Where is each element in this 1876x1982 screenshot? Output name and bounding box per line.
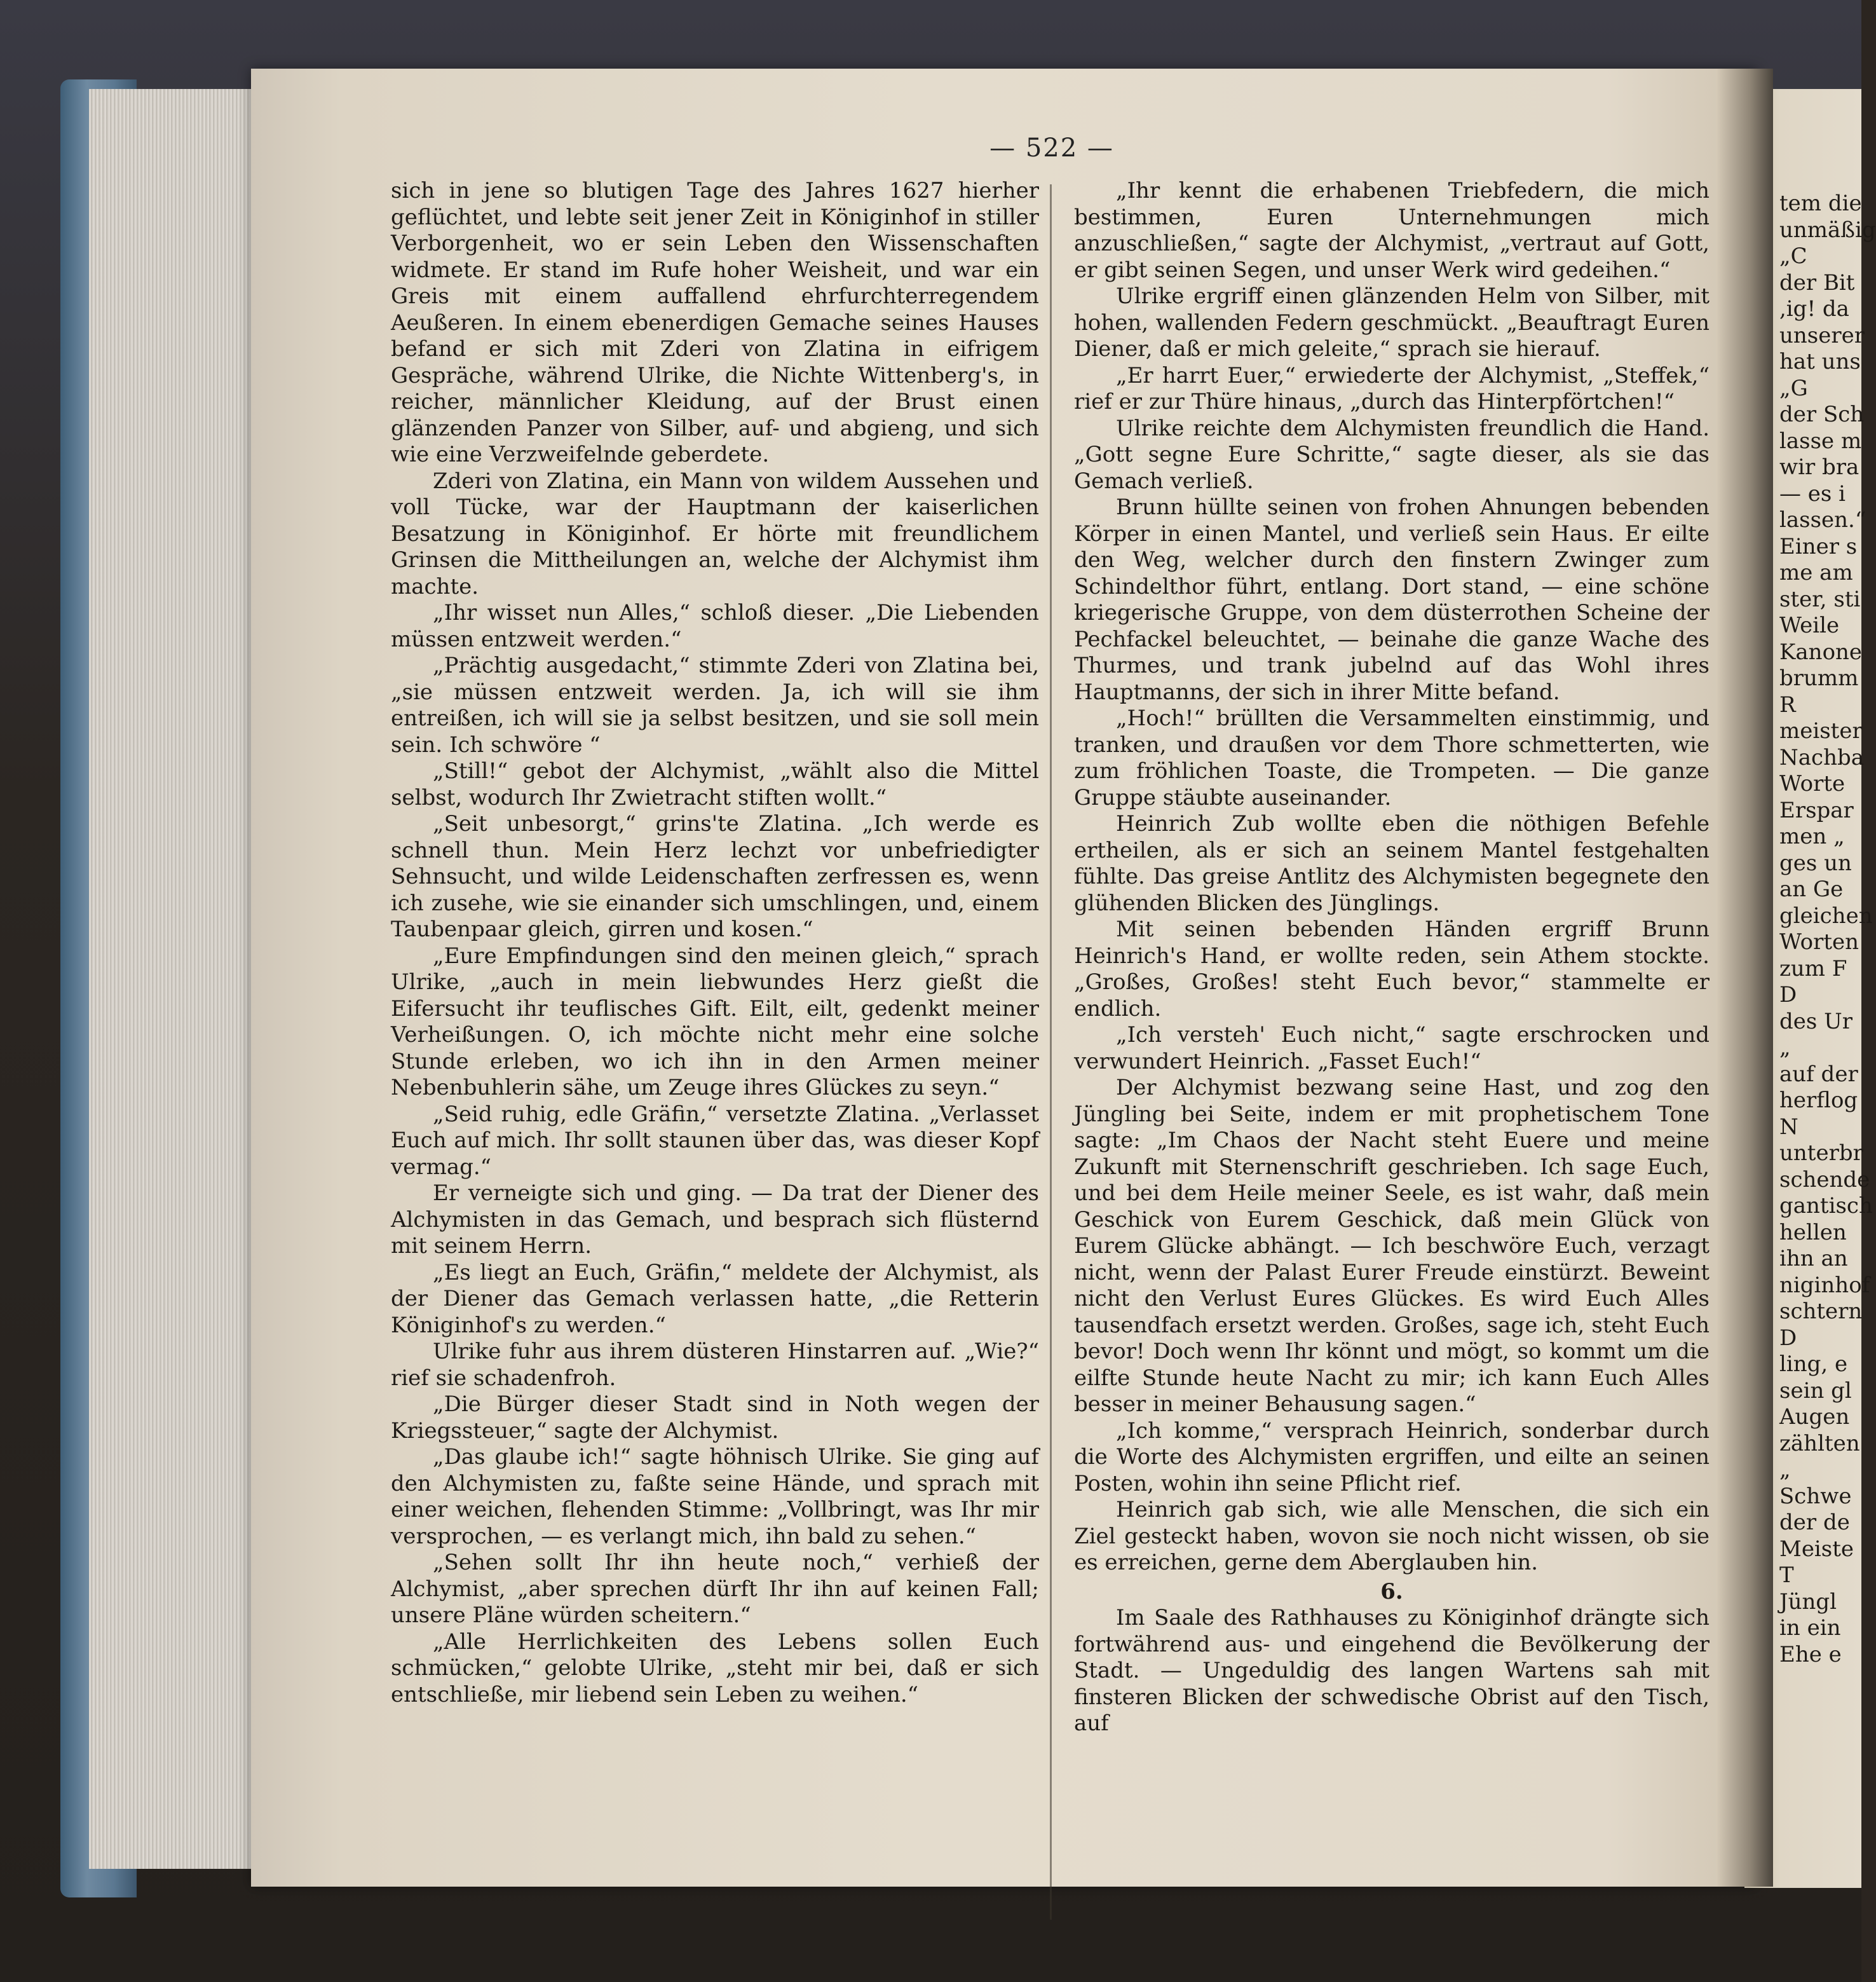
edge-text-fragment: lassen.“ xyxy=(1779,507,1866,533)
paragraph: „Seid ruhig, edle Gräfin,“ versetzte Zlatina. „Verlasset Euch auf mich. Ihr sollt staunen über das, was dieser Kopf vermag.“ xyxy=(391,1101,1039,1180)
paragraph: Heinrich gab sich, wie alle Menschen, die sich ein Ziel gesteckt haben, wovon sie noch nicht wissen, ob sie es erreichen, gerne dem Aberglauben hin. xyxy=(1074,1497,1709,1575)
section-number: 6. xyxy=(1380,1578,1403,1604)
paragraph: „Ich versteh' Euch nicht,“ sagte erschrocken und verwundert Heinrich. „Fasset Euch!“ xyxy=(1074,1022,1709,1074)
edge-text-fragment: hat uns xyxy=(1779,349,1861,374)
edge-text-fragment: D xyxy=(1779,982,1797,1008)
edge-text-fragment: „ xyxy=(1779,1035,1791,1060)
paragraph: „Alle Herrlichkeiten des Lebens sollen Euch schmücken,“ gelobte Ulrike, „steht mir bei, daß er sich entschließe, mir liebend sein Leben zu weihen.“ xyxy=(391,1629,1039,1707)
edge-text-fragment: sein gl xyxy=(1779,1377,1852,1404)
edge-text-fragment: meister xyxy=(1779,718,1863,744)
paragraph: „Es liegt an Euch, Gräfin,“ meldete der Alchymist, als der Diener das Gemach verlassen hatte, „die Retterin Königinhof's zu werden.“ xyxy=(391,1259,1039,1338)
paragraph: Der Alchymist bezwang seine Hast, und zog den Jüngling bei Seite, indem er mit prophetischem Tone sagte: „Im Chaos der Nacht steht Euere und meine Zukunft mit Sternenschrift geschrieben. Ich sage Euch, und bei dem Heile meiner Seele, es ist wahr, daß mein Geschick von Eurem Geschick, daß mein Glück von Eurem Glücke abhängt. — Ich beschwöre Euch, verzagt nicht, wenn der Palast Eurer Freude einstürzt. Beweint nicht den Verlust Eures Glückes. Es wird Euch Alles tausendfach ersetzt werden. Großes, sage ich, steht Euch bevor! Doch wenn Ihr könnt und mögt, so kommt um die eilfte Stunde heute Nacht zu mir; ich kann Euch Alles besser in meiner Behausung sagen.“ xyxy=(1074,1075,1709,1417)
edge-text-fragment: Einer s xyxy=(1779,533,1858,559)
edge-text-fragment: Worten xyxy=(1779,929,1859,955)
edge-text-fragment: unterbr xyxy=(1779,1140,1863,1166)
paragraph: „Still!“ gebot der Alchymist, „wählt also die Mittel selbst, wodurch Ihr Zwietracht stiften wollt.“ xyxy=(391,758,1039,810)
right-text-column xyxy=(1074,178,1709,1737)
paragraph: „Eure Empfindungen sind den meinen gleich,“ sprach Ulrike, „auch in mein liebwundes Herz gießt die Eifersucht ihr teuflisches Gift. Eilt, eilt, gedenkt meiner Verheißungen. O, ich möchte nicht mehr eine solche Stunde erleben, wo ich ihn in den Armen meiner Nebenbuhlerin sähe, um Zeuge ihres Glückes zu seyn.“ xyxy=(391,943,1039,1100)
edge-text-fragment: ges un xyxy=(1779,850,1852,876)
edge-text-fragment: „C xyxy=(1779,243,1807,269)
edge-text-fragment: schtern xyxy=(1779,1299,1863,1324)
page-number: — 522 — xyxy=(989,133,1114,163)
edge-text-fragment: der Sch xyxy=(1779,402,1865,427)
edge-text-fragment: zählten xyxy=(1779,1430,1860,1456)
edge-text-fragment: ,ig! da xyxy=(1779,296,1849,322)
edge-text-fragment: Weile xyxy=(1779,613,1840,638)
edge-text-fragment: in ein xyxy=(1779,1615,1841,1641)
edge-text-fragment: unserer xyxy=(1779,322,1865,348)
edge-text-fragment: brumm xyxy=(1779,666,1859,691)
edge-text-fragment: Jüngl xyxy=(1779,1589,1837,1615)
edge-text-fragment: auf der xyxy=(1779,1061,1858,1087)
edge-text-fragment: tem die xyxy=(1779,191,1862,216)
edge-text-fragment: Ehe e xyxy=(1779,1641,1842,1667)
edge-text-fragment: Meiste xyxy=(1779,1536,1854,1562)
edge-text-fragment: R xyxy=(1779,692,1796,718)
edge-text-fragment: Augen xyxy=(1779,1404,1850,1430)
paragraph: Zderi von Zlatina, ein Mann von wildem Aussehen und voll Tücke, war der Hauptmann der kaiserlichen Besatzung in Königinhof. Er hörte mit freundlichem Grinsen die Mittheilungen an, welche der Alchymist ihm machte. xyxy=(391,468,1039,599)
edge-text-fragment: der de xyxy=(1779,1510,1850,1535)
edge-text-fragment: des Ur xyxy=(1779,1008,1853,1034)
paragraph: Heinrich Zub wollte eben die nöthigen Befehle ertheilen, als er sich an seinem Mantel festgehalten fühlte. Das greise Antlitz des Alchymisten begegnete den glühenden Blicken des Jünglings. xyxy=(1074,811,1709,916)
paragraph: Ulrike reichte dem Alchymisten freundlich die Hand. „Gott segne Eure Schritte,“ sagte dieser, als sie das Gemach verließ. xyxy=(1074,415,1709,494)
edge-text-fragment: gantisch xyxy=(1779,1193,1873,1219)
edge-text-fragment: D xyxy=(1779,1325,1797,1351)
edge-text-fragment: T xyxy=(1779,1562,1794,1588)
paragraph: „Ich komme,“ versprach Heinrich, sonderbar durch die Worte des Alchymisten ergriffen, und eilte an seinen Posten, wohin ihn seine Pflicht rief. xyxy=(1074,1418,1709,1496)
edge-text-fragment: herflog xyxy=(1779,1088,1858,1113)
edge-text-fragment: Erspar xyxy=(1779,797,1854,823)
paragraph: Ulrike fuhr aus ihrem düsteren Hinstarren auf. „Wie?“ rief sie schadenfroh. xyxy=(391,1339,1039,1391)
paragraph: Brunn hüllte seinen von frohen Ahnungen bebenden Körper in einen Mantel, und verließ sein Haus. Er eilte den Weg, welcher durch den finstern Zwinger zum Schindelthor führt, entlang. Dort stand, — eine schöne kriegerische Gruppe, von dem düsterrothen Scheine der Pechfackel beleuchtet, — beinahe die ganze Wache des Thurmes, und trank jubelnd auf das Wohl ihres Hauptmanns, der sich in ihrer Mitte befand. xyxy=(1074,495,1709,705)
edge-text-fragment: „ xyxy=(1779,1457,1791,1482)
edge-text-fragment: wir bra xyxy=(1779,454,1859,480)
edge-text-fragment: me am xyxy=(1779,560,1853,585)
edge-text-fragment: men „ xyxy=(1779,824,1845,849)
edge-text-fragment: ster, sti xyxy=(1779,586,1861,612)
facing-page-text-fragments xyxy=(1779,191,1876,1668)
edge-text-fragment: Worte xyxy=(1779,771,1845,796)
left-text-column xyxy=(391,178,1039,1708)
edge-text-fragment: schende xyxy=(1779,1166,1870,1193)
edge-text-fragment: zum F xyxy=(1779,955,1847,981)
edge-text-fragment: N xyxy=(1779,1114,1798,1140)
edge-text-fragment: „G xyxy=(1779,375,1808,401)
paragraph: „Die Bürger dieser Stadt sind in Noth wegen der Kriegssteuer,“ sagte der Alchymist. xyxy=(391,1391,1039,1444)
column-divider xyxy=(1050,184,1052,1920)
edge-text-fragment: Nachba xyxy=(1779,744,1864,770)
edge-text-fragment: hellen xyxy=(1779,1219,1847,1245)
paragraph: Ulrike ergriff einen glänzenden Helm von Silber, mit hohen, wallenden Federn geschmückt. „Beauftragt Euren Diener, daß er mich geleite,“ sprach sie hierauf. xyxy=(1074,284,1709,362)
page-edges-left xyxy=(89,89,254,1869)
edge-text-fragment: unmäßig xyxy=(1779,217,1876,243)
paragraph: „Hoch!“ brüllten die Versammelten einstimmig, und tranken, und draußen vor dem Thore schmetterten, wie zum fröhlichen Toaste, die Trompeten. — Die ganze Gruppe stäubte auseinander. xyxy=(1074,706,1709,810)
edge-text-fragment: an Ge xyxy=(1779,877,1844,902)
paragraph: „Ihr kennt die erhabenen Triebfedern, die mich bestimmen, Euren Unternehmungen mich anzuschließen,“ sagte der Alchymist, „vertraut auf Gott, er gibt seinen Segen, und unser Werk wird gedeihen.“ xyxy=(1074,178,1709,283)
paragraph: „Er harrt Euer,“ erwiederte der Alchymist, „Steffek,“ rief er zur Thüre hinaus, „durch das Hinterpförtchen!“ xyxy=(1074,362,1709,414)
edge-text-fragment: Schwe xyxy=(1779,1483,1852,1509)
paragraph: sich in jene so blutigen Tage des Jahres 1627 hierher geflüchtet, und lebte seit jener Zeit in Königinhof in stiller Verborgenheit, wo er sein Leben den Wissenschaften widmete. Er stand im Rufe hoher Weisheit, und war ein Greis mit einem auffallend ehrfurchterregendem Aeußeren. In einem ebenerdigen Gemache seines Hauses befand er sich mit Zderi von Zlatina in eifrigem Gespräche, während Ulrike, die Nichte Wittenberg's, in reicher, männlicher Kleidung, auf der Brust einen glänzenden Panzer von Silber, auf- und abgieng, und sich wie eine Verzweifelnde geberdete. xyxy=(391,178,1039,467)
edge-text-fragment: lasse m xyxy=(1779,428,1862,454)
edge-text-fragment: der Bit xyxy=(1779,270,1855,296)
paragraph: „Sehen sollt Ihr ihn heute noch,“ verhieß der Alchymist, „aber sprechen dürft Ihr ihn auf keinen Fall; unsere Pläne würden scheitern.“ xyxy=(391,1550,1039,1628)
paragraph: Im Saale des Rathhauses zu Königinhof drängte sich fortwährend aus- und eingehend die Bevölkerung der Stadt. — Ungeduldig des langen Wartens sah mit finsteren Blicken der schwedische Obrist auf den Tisch, auf xyxy=(1074,1605,1709,1736)
edge-text-fragment: ihn an xyxy=(1779,1246,1848,1271)
paragraph: „Prächtig ausgedacht,“ stimmte Zderi von Zlatina bei, „sie müssen entzweit werden. Ja, ich will sie ihm entreißen, ich will sie ja selbst besitzen, und sie soll mein sein. Ich schwöre “ xyxy=(391,653,1039,758)
paragraph: Er verneigte sich und ging. — Da trat der Diener des Alchymisten in das Gemach, und besprach sich flüsternd mit seinem Herrn. xyxy=(391,1180,1039,1259)
paragraph: Mit seinen bebenden Händen ergriff Brunn Heinrich's Hand, er wollte reden, sein Athem stockte. „Großes, Großes! steht Euch bevor,“ stammelte er endlich. xyxy=(1074,917,1709,1022)
book-gutter xyxy=(1716,69,1773,1887)
edge-text-fragment: Kanone xyxy=(1779,639,1863,665)
edge-text-fragment: — es i xyxy=(1779,481,1846,507)
paragraph: „Das glaube ich!“ sagte höhnisch Ulrike. Sie ging auf den Alchymisten zu, faßte seine Hände, und sprach mit einer weichen, flehenden Stimme: „Vollbringt, was Ihr mir versprochen, — es verlangt mich, ihn bald zu sehen.“ xyxy=(391,1444,1039,1549)
edge-text-fragment: gleichen xyxy=(1779,903,1873,929)
edge-text-fragment: ling, e xyxy=(1779,1351,1848,1377)
paragraph: „Ihr wisset nun Alles,“ schloß dieser. „Die Liebenden müssen entzweit werden.“ xyxy=(391,600,1039,652)
edge-text-fragment: niginhof xyxy=(1779,1272,1870,1298)
paragraph: „Seit unbesorgt,“ grins'te Zlatina. „Ich werde es schnell thun. Mein Herz lechzt vor unbefriedigter Sehnsucht, und wilde Leidenschaften zerfressen es, wenn ich zusehe, wie sie einander sich umschlingen, und, einem Taubenpaar gleich, girren und kosen.“ xyxy=(391,811,1039,942)
